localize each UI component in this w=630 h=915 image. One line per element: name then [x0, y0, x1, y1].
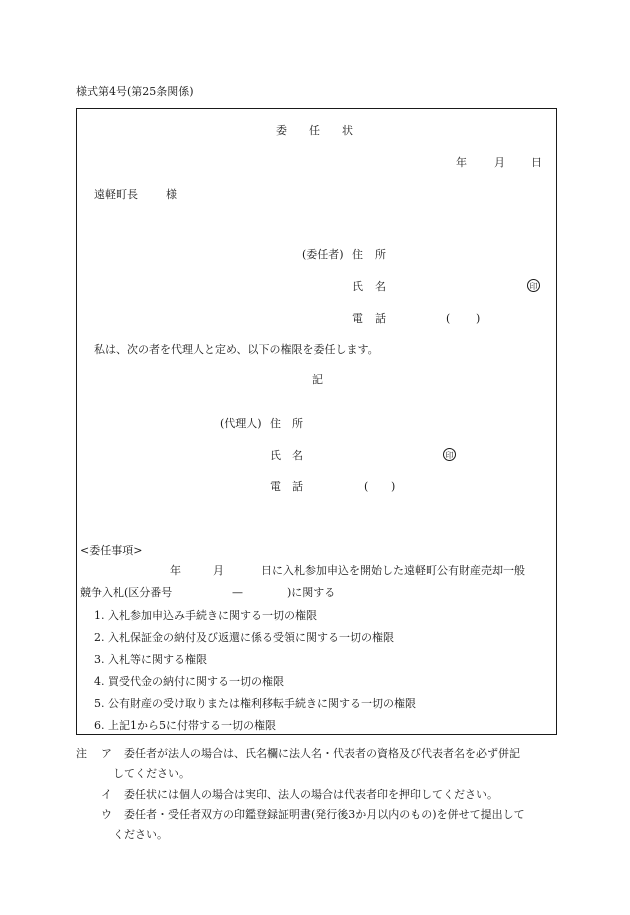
title-char: 状	[342, 124, 353, 137]
principal-phone-paren-close: )	[476, 312, 481, 325]
agent-phone-paren-open: (	[364, 480, 369, 493]
addressee-honorific: 様	[166, 188, 177, 201]
note-mark-i: イ	[101, 788, 112, 801]
agent-label: (代理人)	[220, 417, 262, 430]
matters-item: 6. 上記1から5に付帯する一切の権限	[94, 719, 276, 732]
principal-phone-label-1: 電	[352, 312, 363, 325]
notes-label: 注	[76, 747, 87, 760]
agent-phone-label-1: 電	[270, 480, 281, 493]
matters-line2-end: )に関する	[287, 586, 336, 599]
delegation-statement: 私は、次の者を代理人と定め、以下の権限を委任します。	[94, 343, 379, 356]
agent-seal-mark: 印	[443, 448, 456, 461]
form-label: 様式第4号(第25条関係)	[76, 85, 194, 98]
agent-name-label-1: 氏	[270, 449, 281, 462]
matters-item: 4. 買受代金の納付に関する一切の権限	[94, 675, 284, 688]
agent-address-label-2: 所	[292, 417, 303, 430]
matters-item: 1. 入札参加申込み手続きに関する一切の権限	[94, 609, 317, 622]
date-month-label: 月	[494, 156, 505, 169]
matters-heading: <委任事項>	[80, 544, 143, 557]
matters-item: 5. 公有財産の受け取りまたは権利移転手続きに関する一切の権限	[94, 697, 416, 710]
matters-line2-dash: —	[232, 586, 243, 599]
note-a-line1: 委任者が法人の場合は、氏名欄に法人名・代表者の資格及び代表者名を必ず併記	[124, 747, 520, 760]
note-u-line1: 委任者・受任者双方の印鑑登録証明書(発行後3か月以内のもの)を併せて提出して	[124, 808, 525, 821]
agent-name-label-2: 名	[292, 449, 303, 462]
note-mark-a: ア	[101, 747, 112, 760]
note-i-line1: 委任状には個人の場合は実印、法人の場合は代表者印を押印してください。	[124, 788, 498, 801]
principal-address-label-2: 所	[375, 248, 386, 261]
matters-item: 2. 入札保証金の納付及び返還に係る受領に関する一切の権限	[94, 631, 394, 644]
principal-name-label-2: 名	[375, 280, 386, 293]
agent-phone-paren-close: )	[391, 480, 396, 493]
matters-line2-start: 競争入札(区分番号	[80, 586, 173, 599]
agent-address-label-1: 住	[270, 417, 281, 430]
note-mark-u: ウ	[101, 808, 112, 821]
note-u-line2: ください。	[113, 828, 168, 841]
title-char: 委	[276, 124, 287, 137]
date-day-label: 日	[531, 156, 542, 169]
date-year-label: 年	[456, 156, 467, 169]
title-char: 任	[309, 124, 320, 137]
ki-heading: 記	[312, 373, 323, 386]
matters-item: 3. 入札等に関する権限	[94, 653, 207, 666]
principal-seal-mark: 印	[527, 279, 540, 292]
matters-month-label: 月	[213, 564, 224, 577]
matters-line1-text: 日に入札参加申込を開始した遠軽町公有財産売却一般	[261, 564, 525, 577]
principal-phone-paren-open: (	[446, 312, 451, 325]
note-a-line2: してください。	[113, 767, 190, 780]
matters-year-label: 年	[170, 564, 181, 577]
principal-phone-label-2: 話	[375, 312, 386, 325]
principal-label: (委任者)	[302, 248, 344, 261]
principal-address-label-1: 住	[352, 248, 363, 261]
addressee-name: 遠軽町長	[94, 188, 138, 201]
agent-phone-label-2: 話	[292, 480, 303, 493]
principal-name-label-1: 氏	[352, 280, 363, 293]
